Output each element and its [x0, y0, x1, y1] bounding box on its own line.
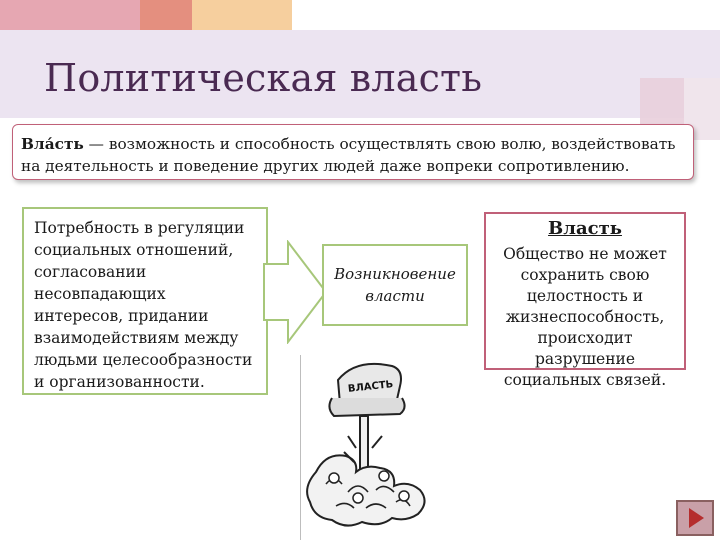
definition-term: Вла́сть: [21, 135, 84, 153]
definition-box: [12, 124, 694, 180]
emergence-text: Возникновение власти: [334, 265, 456, 305]
need-box: [22, 207, 268, 395]
next-slide-button[interactable]: [676, 500, 714, 536]
power-box: [484, 212, 686, 389]
triangle-right-icon: [678, 502, 712, 534]
definition-text: — возможность и способность осуществлять свою волю, воздействовать на деятельность и поведение других людей даже вопреки сопротивлению.: [21, 135, 676, 175]
page-title: Политическая власть: [44, 56, 483, 100]
need-text: Потребность в регуляции социальных отношений, согласовании несовпадающих интересов, придании взаимодействиям между людьми целесообразности и организованности.: [34, 219, 253, 391]
power-text: Общество не может сохранить свою целостность и жизнеспособность, происходит разрушение социальных связей.: [503, 245, 667, 389]
emergence-box: [322, 244, 468, 326]
arrow-right-icon: [262, 240, 328, 344]
chair-label: ВЛАСТЬ: [347, 379, 394, 395]
power-heading: Власть: [548, 218, 622, 239]
power-chair-cartoon: [296, 352, 446, 532]
